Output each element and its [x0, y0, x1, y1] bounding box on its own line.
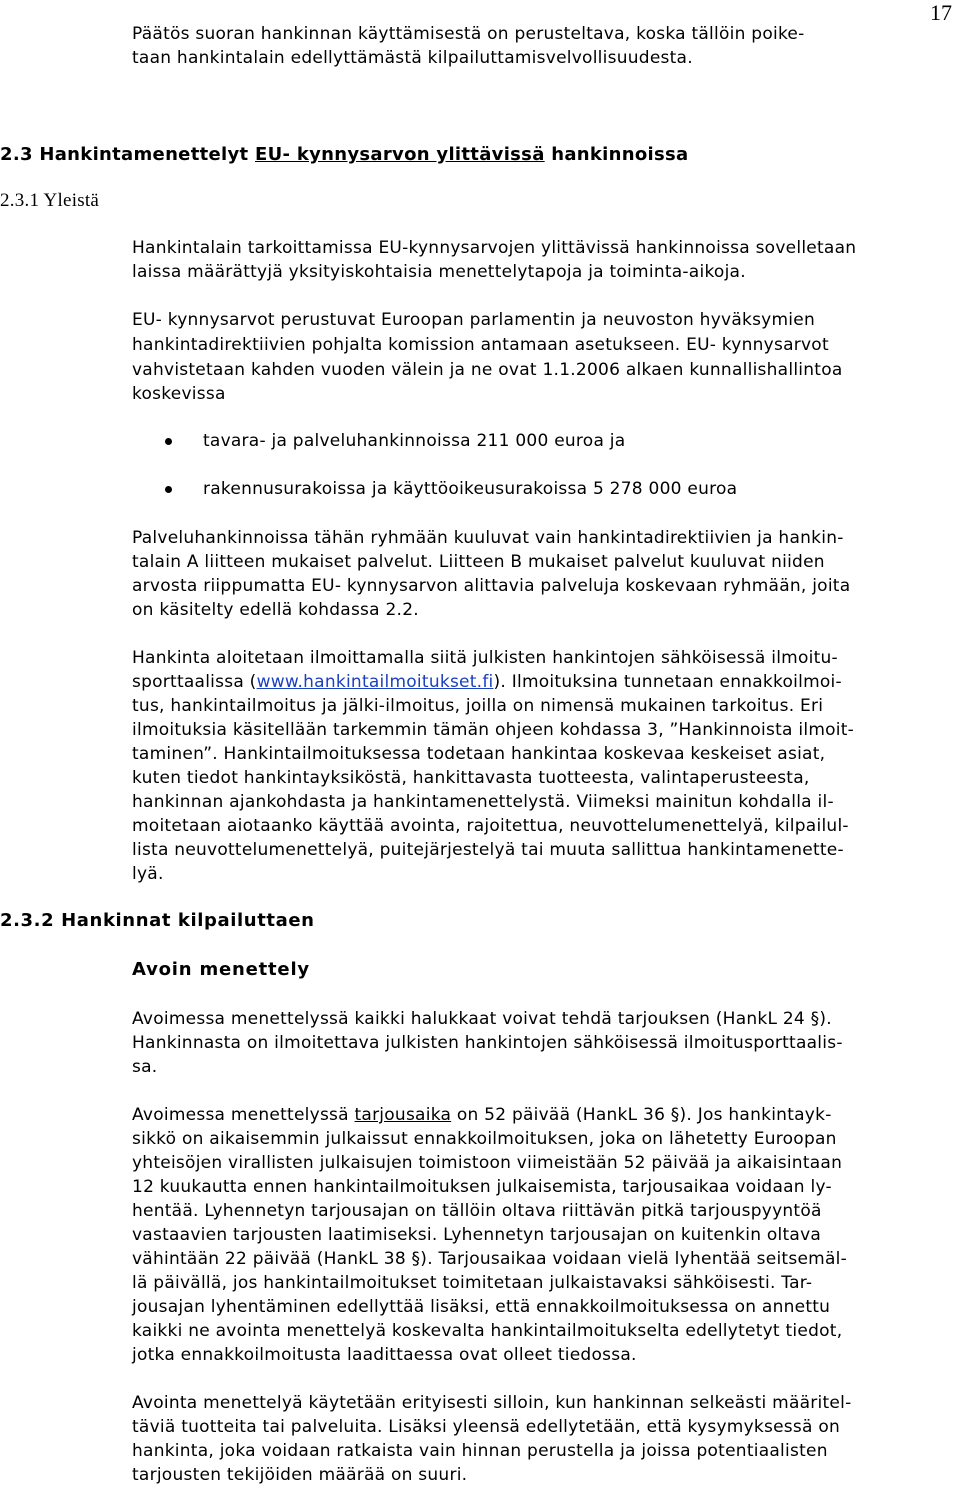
paragraph-line: jousajan lyhentäminen edellyttää lisäksi, että ennakkoilmoituksessa on annettu	[132, 1297, 831, 1317]
paragraph-line: vähintään 22 päivää (HankL 38 §). Tarjousaikaa voidaan vielä lyhentää seitsemäl-	[132, 1249, 847, 1269]
paragraph-line: vastaavien tarjousten laatimiseksi. Lyhennetyn tarjousajan on kuitenkin oltava	[132, 1225, 822, 1245]
section-number: 2.3	[0, 144, 33, 165]
paragraph-line: arvosta riippumatta EU- kynnysarvon alittavia palveluja koskevaan ryhmään, joita	[132, 576, 851, 596]
paragraph-line: lista neuvottelumenettelyä, puitejärjestelyä tai muuta sallittua hankintamenette-	[132, 840, 844, 860]
paragraph-line: laissa määrättyjä yksityiskohtaisia menettelytapoja ja toiminta-aikoja.	[132, 262, 746, 282]
intro-line-2: taan hankintalain edellyttämästä kilpailuttamisvelvollisuudesta.	[132, 48, 693, 68]
subheading-avoin-menettely: Avoin menettely	[132, 959, 310, 980]
paragraph-line-with-link	[132, 670, 842, 694]
paragraph-line: kaikki ne avointa menettelyä koskevalta hankintailmoitukselta edellytetyt tiedot,	[132, 1321, 843, 1341]
paragraph-line: yhteisöjen virallisten julkaisujen toimistoon viimeistään 52 päivää ja aikaisintaan	[132, 1153, 843, 1173]
paragraph-line: hankintadirektiivien pohjalta komission antamaan asetukseen. EU- kynnysarvot	[132, 335, 829, 355]
text-fragment: ). Ilmoituksina tunnetaan ennakkoilmoi-	[493, 672, 842, 692]
paragraph-line: Hankinta aloitetaan ilmoittamalla siitä julkisten hankintojen sähköisessä ilmoitu-	[132, 648, 838, 668]
paragraph-line: sikkö on aikaisemmin julkaissut ennakkoilmoituksen, joka on lähetetty Euroopan	[132, 1129, 837, 1149]
tarjousaika-underlined: tarjousaika	[354, 1105, 452, 1125]
bullet-item: rakennusurakoissa ja käyttöoikeusurakoissa 5 278 000 euroa	[203, 479, 738, 499]
text-fragment: Avoimessa menettelyssä	[132, 1105, 355, 1125]
section-title-plain: Hankintamenettelyt	[39, 144, 249, 165]
paragraph-line: hankinnan ajankohdasta ja hankintamenettelystä. Viimeksi mainitun kohdalla il-	[132, 792, 834, 812]
paragraph-line: Hankintalain tarkoittamissa EU-kynnysarvojen ylittävissä hankinnoissa sovelletaan	[132, 238, 857, 258]
paragraph-line: tarjousten tekijöiden määrää on suuri.	[132, 1465, 468, 1485]
paragraph-line: hentää. Lyhennetyn tarjousajan on tällöin oltava riittävän pitkä tarjouspyyntöä	[132, 1201, 822, 1221]
paragraph-line: taminen”. Hankintailmoituksessa todetaan hankintaa koskevaa keskeiset asiat,	[132, 744, 826, 764]
paragraph-line: vahvistetaan kahden vuoden välein ja ne ovat 1.1.2006 alkaen kunnallishallintoa	[132, 360, 843, 380]
paragraph-line: talain A liitteen mukaiset palvelut. Liitteen B mukaiset palvelut kuuluvat niiden	[132, 552, 825, 572]
paragraph-line: lyä.	[132, 864, 164, 884]
subsection-2-3-2-heading: 2.3.2 Hankinnat kilpailuttaen	[0, 910, 315, 931]
paragraph-line: lä päivällä, jos hankintailmoitukset toimitetaan julkaistavaksi sähköisesti. Tar-	[132, 1273, 813, 1293]
subsection-2-3-1-heading: 2.3.1 Yleistä	[0, 190, 100, 211]
paragraph-line: on käsitelty edellä kohdassa 2.2.	[132, 600, 419, 620]
paragraph-line: 12 kuukautta ennen hankintailmoituksen julkaisemista, tarjousaikaa voidaan ly-	[132, 1177, 832, 1197]
paragraph-line: EU- kynnysarvot perustuvat Euroopan parlamentin ja neuvoston hyväksymien	[132, 310, 816, 330]
paragraph-line: moitetaan aiotaanko käyttää avointa, rajoitettua, neuvottelumenettelyä, kilpailul-	[132, 816, 849, 836]
paragraph-line: sa.	[132, 1057, 158, 1077]
paragraph-line: kuten tiedot hankintayksiköstä, hankittavasta tuotteesta, valintaperusteesta,	[132, 768, 810, 788]
paragraph-line: Avointa menettelyä käytetään erityisesti silloin, kun hankinnan selkeästi määritel-	[132, 1393, 852, 1413]
bullet-icon	[165, 438, 172, 445]
page-number: 17	[930, 0, 952, 25]
paragraph-line: täviä tuotteita tai palveluita. Lisäksi yleensä edellytetään, että kysymyksessä on	[132, 1417, 840, 1437]
paragraph-line-with-underline	[132, 1103, 832, 1127]
bullet-icon	[165, 486, 172, 493]
paragraph-line: Palveluhankinnoissa tähän ryhmään kuuluvat vain hankintadirektiivien ja hankin-	[132, 528, 844, 548]
paragraph-line: ilmoituksia käsitellään tarkemmin tämän ohjeen kohdassa 3, ”Hankinnoista ilmoit-	[132, 720, 855, 740]
paragraph-line: Avoimessa menettelyssä kaikki halukkaat voivat tehdä tarjouksen (HankL 24 §).	[132, 1009, 832, 1029]
paragraph-line: hankinta, joka voidaan ratkaista vain hinnan perustella ja joissa potentiaalisten	[132, 1441, 828, 1461]
text-fragment: sporttaalissa (	[132, 672, 257, 692]
section-2-3-heading	[0, 143, 688, 167]
intro-line-1: Päätös suoran hankinnan käyttämisestä on perusteltava, koska tällöin poike-	[132, 24, 805, 44]
paragraph-line: tus, hankintailmoitus ja jälki-ilmoitus, joilla on nimensä mukainen tarkoitus. Eri	[132, 696, 824, 716]
bullet-item: tavara- ja palveluhankinnoissa 211 000 euroa ja	[203, 431, 626, 451]
paragraph-line: koskevissa	[132, 384, 226, 404]
section-title-underlined: EU- kynnysarvon ylittävissä	[255, 144, 545, 165]
text-fragment: on 52 päivää (HankL 36 §). Jos hankintayk-	[451, 1105, 832, 1125]
section-title-tail: hankinnoissa	[551, 144, 689, 165]
hankintailmoitukset-link[interactable]: www.hankintailmoitukset.fi	[256, 672, 494, 692]
paragraph-line: Hankinnasta on ilmoitettava julkisten hankintojen sähköisessä ilmoitusporttaalis-	[132, 1033, 843, 1053]
paragraph-line: jotka ennakkoilmoitusta laadittaessa ovat olleet tiedossa.	[132, 1345, 637, 1365]
